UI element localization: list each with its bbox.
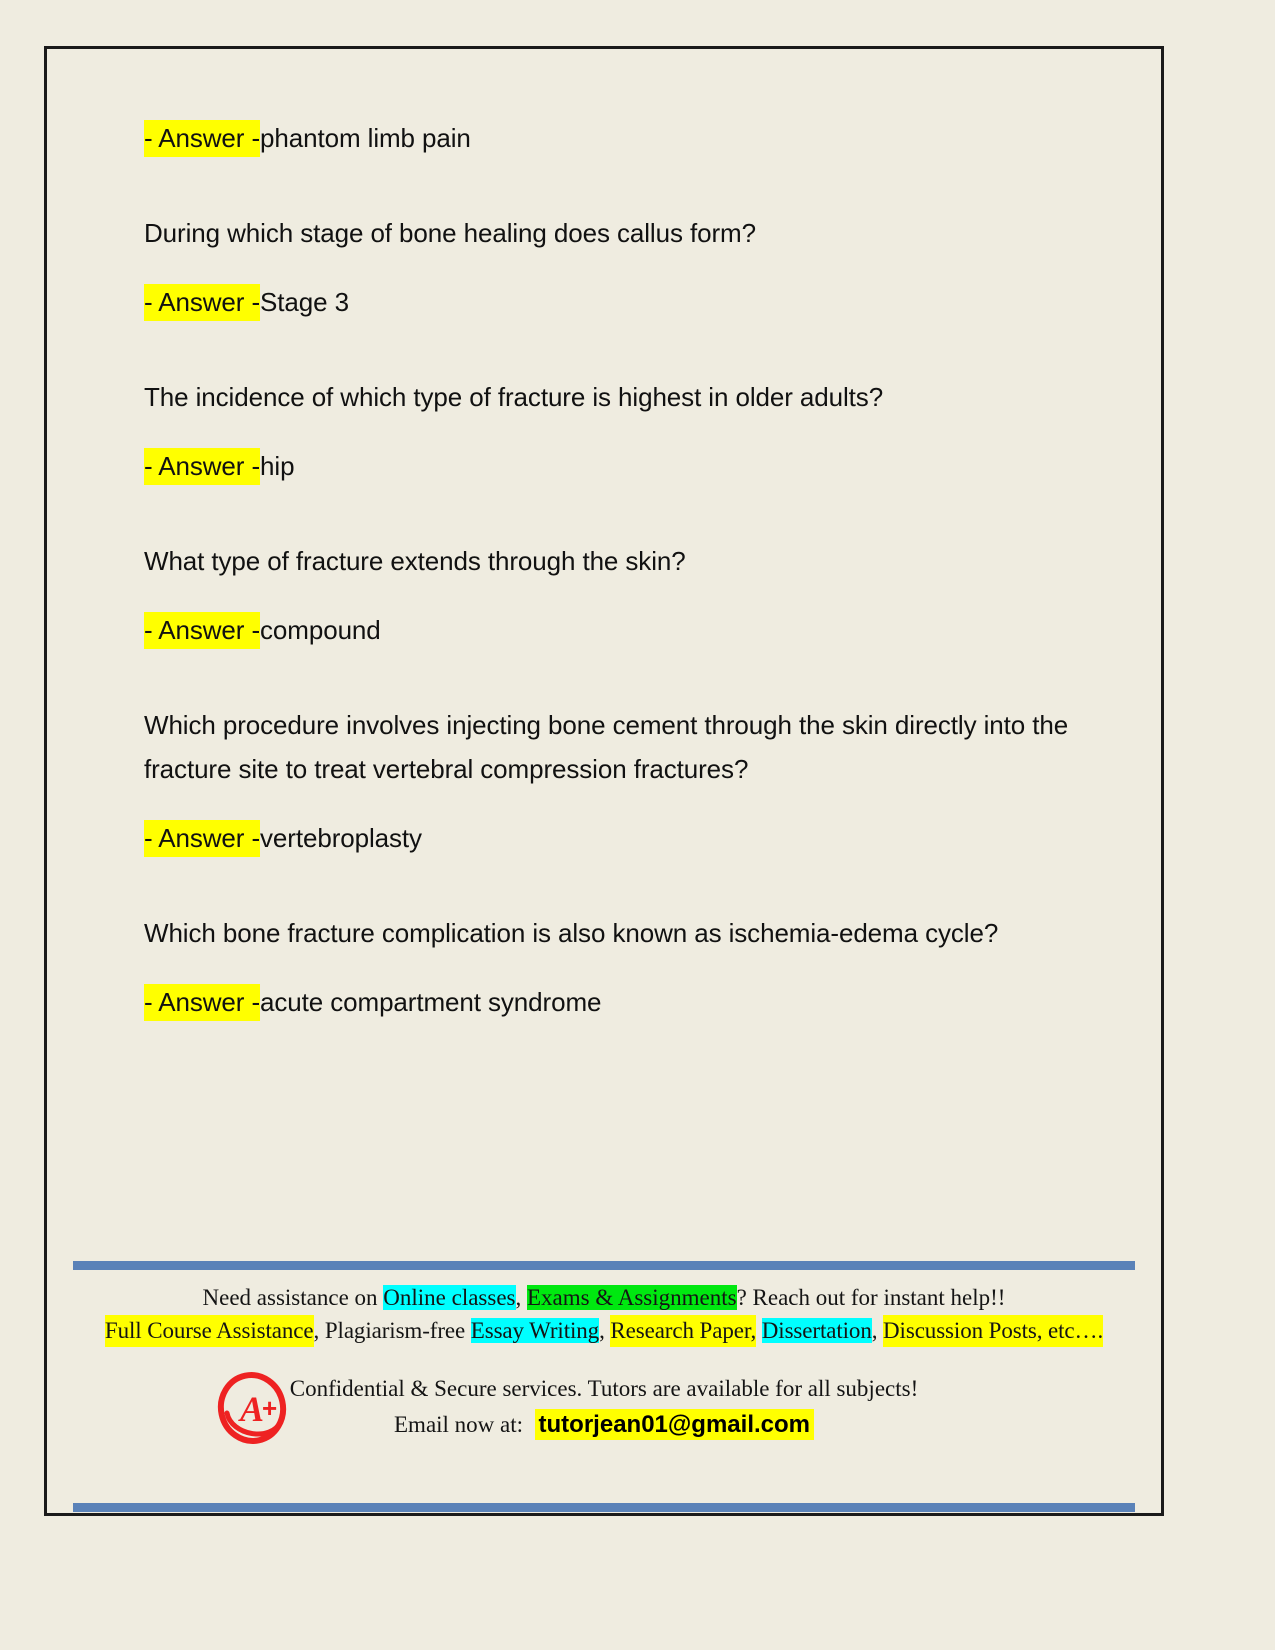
advert-l1-comma: , <box>515 1285 527 1310</box>
qa-block <box>144 375 1084 483</box>
divider-bottom <box>73 1503 1135 1512</box>
advert-line-1 <box>73 1281 1135 1314</box>
answer-text: phantom limb pain <box>260 123 471 153</box>
divider-top <box>73 1261 1135 1270</box>
advert-l1-suffix: ? Reach out for instant help!! <box>736 1285 1006 1310</box>
answer-label: - Answer - <box>144 612 260 649</box>
question-text: Which bone fracture complication is also known as ischemia-edema cycle? <box>144 918 999 948</box>
question-text: The incidence of which type of fracture is highest in older adults? <box>144 382 884 412</box>
answer-text: vertebroplasty <box>260 823 422 853</box>
advert-l2-sep1: , Plagiarism-free <box>313 1318 471 1343</box>
advert-essay-writing: Essay Writing <box>470 1318 600 1343</box>
advert-dissertation: Dissertation <box>761 1318 872 1343</box>
advert-research-paper: Research Paper, <box>610 1315 756 1347</box>
question-text: Which procedure involves injecting bone cement through the skin directly into the fracture site to treat vertebral compression fractures? <box>144 710 1069 784</box>
qa-block <box>144 211 1084 319</box>
answer-label: - Answer - <box>144 820 260 857</box>
advert-line-2 <box>73 1314 1135 1347</box>
answer-text: acute compartment syndrome <box>260 987 602 1017</box>
footer-spacer <box>73 1459 1135 1503</box>
a-plus-grade-icon <box>213 1369 291 1447</box>
advert-l2-sep4: , <box>871 1318 884 1343</box>
qa-block <box>144 121 1084 155</box>
advert-online-classes: Online classes <box>383 1285 516 1310</box>
document-page <box>44 46 1164 1516</box>
answer-line <box>144 985 1084 1019</box>
answer-label: - Answer - <box>144 120 260 157</box>
qa-block <box>144 911 1084 1019</box>
svg-text:+: + <box>262 1393 278 1423</box>
confidential-line: Confidential & Secure services. Tutors are available for all subjects! <box>289 1376 919 1401</box>
answer-line <box>144 613 1084 647</box>
answer-label: - Answer - <box>144 448 260 485</box>
advert-full-course: Full Course Assistance <box>105 1315 314 1347</box>
answer-line <box>144 821 1084 855</box>
advert-l2-sep2: , <box>599 1318 611 1343</box>
advert-text <box>73 1270 1135 1347</box>
email-prefix: Email now at: <box>394 1412 524 1437</box>
advert-discussion-posts: Discussion Posts, etc…. <box>883 1315 1103 1347</box>
answer-line <box>144 449 1084 483</box>
contact-row <box>73 1347 1135 1459</box>
answer-label: - Answer - <box>144 984 260 1021</box>
svg-text:A: A <box>240 1389 265 1429</box>
qa-block <box>144 539 1084 647</box>
qa-block <box>144 703 1084 855</box>
email-address[interactable]: tutorjean01@gmail.com <box>535 1409 814 1440</box>
answer-line <box>144 285 1084 319</box>
question-text: During which stage of bone healing does callus form? <box>144 218 756 248</box>
footer-advert <box>73 1261 1135 1512</box>
question-text: What type of fracture extends through the skin? <box>144 546 686 576</box>
advert-exams-assignments: Exams & Assignments <box>527 1285 737 1310</box>
advert-l2-sep3 <box>756 1318 762 1343</box>
advert-l1-prefix: Need assistance on <box>202 1285 384 1310</box>
qa-content <box>144 121 1084 1075</box>
answer-line <box>144 121 1084 155</box>
answer-label: - Answer - <box>144 284 260 321</box>
answer-text: Stage 3 <box>260 287 349 317</box>
answer-text: compound <box>260 615 381 645</box>
answer-text: hip <box>260 451 295 481</box>
